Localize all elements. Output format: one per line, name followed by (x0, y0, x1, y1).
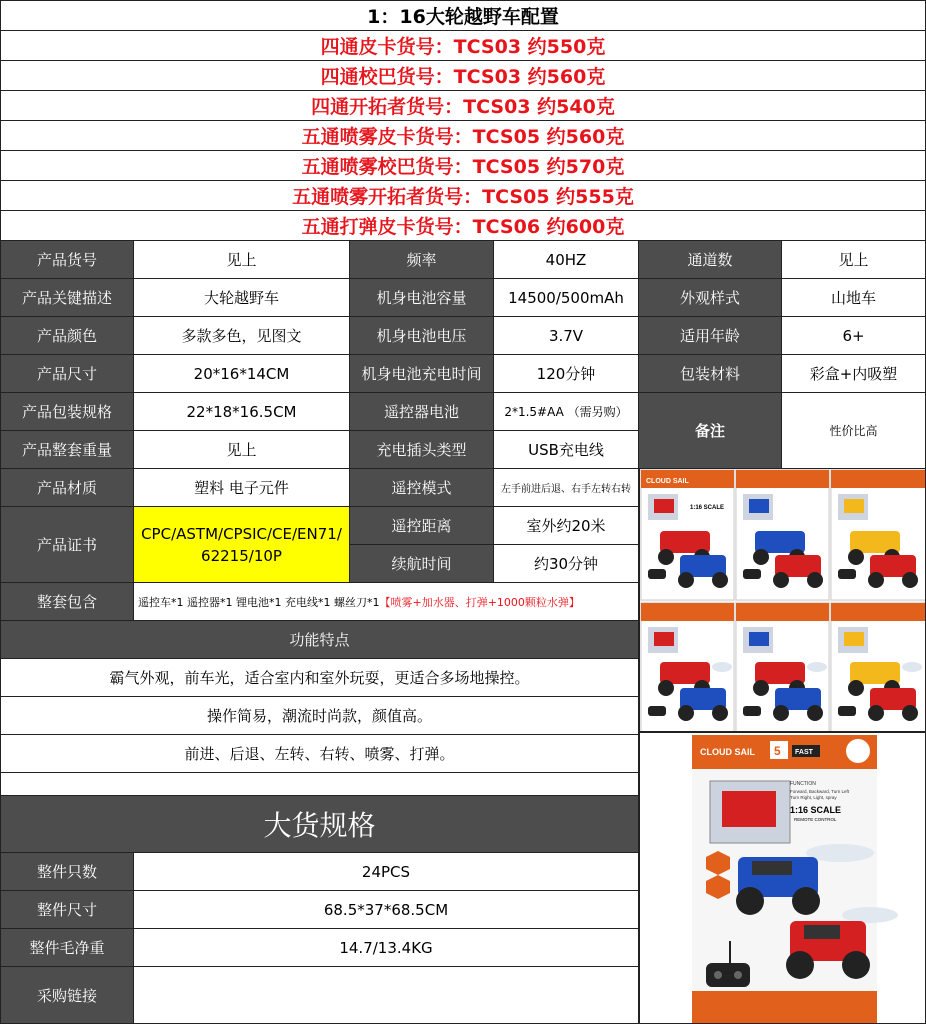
spec-value: 2*1.5#AA （需另购） (493, 392, 639, 431)
spec-value: 多款多色，见图文 (133, 316, 350, 355)
thumb-explorer-5ch (831, 603, 926, 732)
spec-value: 6+ (781, 316, 926, 355)
product-box-art (640, 733, 926, 1024)
bulk-title: 大货规格 (0, 795, 639, 853)
spec-value: 塑料 电子元件 (133, 468, 350, 507)
spec-label: 机身电池容量 (349, 278, 494, 317)
spec-label: 包装材料 (638, 354, 782, 393)
spec-value: 见上 (133, 430, 350, 469)
page-title: 1：16大轮越野车配置 (0, 0, 926, 31)
spec-value: 14500/500mAh (493, 278, 639, 317)
spec-value: 室外约20米 (493, 506, 639, 545)
spec-value: 约30分钟 (493, 544, 639, 583)
spec-label: 产品货号 (0, 240, 134, 279)
variant-row: 四通校巴货号：TCS03 约560克 (0, 60, 926, 91)
bulk-value: 24PCS (133, 852, 639, 891)
spec-label: 适用年龄 (638, 316, 782, 355)
spec-value: 左手前进后退、右手左转右转 (493, 468, 639, 507)
spec-label: 遥控模式 (349, 468, 494, 507)
spec-value: 20*16*14CM (133, 354, 350, 393)
spec-label: 遥控距离 (349, 506, 494, 545)
channel-number: 5 (774, 744, 781, 758)
function-text-2: Turn Right, Light, spray (790, 795, 837, 800)
thumb-bus-4ch (736, 470, 829, 600)
remote-label: REMOTE CONTROL (794, 817, 837, 822)
product-thumbnails (640, 469, 926, 732)
variant-row: 五通喷雾皮卡货号：TCS05 约560克 (0, 120, 926, 151)
blank-row (0, 772, 639, 796)
bulk-label: 整件毛净重 (0, 928, 134, 967)
spec-label: 产品颜色 (0, 316, 134, 355)
spec-label: 机身电池电压 (349, 316, 494, 355)
package-value (133, 582, 639, 621)
thumb-bus-5ch (736, 603, 829, 732)
feature-line: 霸气外观，前车光，适合室内和室外玩耍，更适合多场地操控。 (0, 658, 639, 697)
feature-line: 操作简易，潮流时尚款，颜值高。 (0, 696, 639, 735)
box-brand-large: CLOUD SAIL (700, 747, 755, 757)
spec-label: 充电插头类型 (349, 430, 494, 469)
variant-row: 五通喷雾校巴货号：TCS05 约570克 (0, 150, 926, 181)
features-title: 功能特点 (0, 620, 639, 659)
spec-label: 产品材质 (0, 468, 134, 507)
spec-value: 山地车 (781, 278, 926, 317)
box-brand: CLOUD SAIL (646, 478, 689, 485)
bulk-value: 68.5*37*68.5CM (133, 890, 639, 929)
thumb-explorer-4ch (831, 470, 926, 600)
remark-label: 备注 (638, 392, 782, 469)
scale-label-large: 1:16 SCALE (790, 805, 842, 815)
spec-label: 续航时间 (349, 544, 494, 583)
spec-label: 外观样式 (638, 278, 782, 317)
cert-value: CPC/ASTM/CPSIC/CE/EN71/62215/10P (133, 506, 350, 583)
spec-value: 120分钟 (493, 354, 639, 393)
spec-value: USB充电线 (493, 430, 639, 469)
product-photo-large (639, 732, 926, 1024)
package-items: 遥控车*1 遥控器*1 锂电池*1 充电线*1 螺丝刀*1 (138, 595, 380, 609)
remark-value: 性价比高 (781, 392, 926, 469)
spec-label: 产品尺寸 (0, 354, 134, 393)
purchase-link[interactable] (133, 966, 639, 1024)
variant-row: 四通开拓者货号：TCS03 约540克 (0, 90, 926, 121)
thumb-pickup-4ch (641, 470, 734, 600)
cert-label: 产品证书 (0, 506, 134, 583)
spec-label: 产品整套重量 (0, 430, 134, 469)
function-label: FUNCTION (790, 781, 816, 787)
bulk-label: 采购链接 (0, 966, 134, 1024)
bulk-value: 14.7/13.4KG (133, 928, 639, 967)
spec-label: 通道数 (638, 240, 782, 279)
spec-label: 产品包装规格 (0, 392, 134, 431)
spec-value: 3.7V (493, 316, 639, 355)
spec-label: 机身电池充电时间 (349, 354, 494, 393)
spec-value: 22*18*16.5CM (133, 392, 350, 431)
spec-label: 频率 (349, 240, 494, 279)
package-extra: 【喷雾+加水器、打弹+1000颗粒水弹】 (379, 595, 580, 609)
variant-row: 五通打弹皮卡货号：TCS06 约600克 (0, 210, 926, 241)
bulk-label: 整件只数 (0, 852, 134, 891)
spec-value: 彩盒+内吸塑 (781, 354, 926, 393)
spec-value: 见上 (781, 240, 926, 279)
spec-value: 见上 (133, 240, 350, 279)
package-label: 整套包含 (0, 582, 134, 621)
spec-value: 大轮越野车 (133, 278, 350, 317)
variant-row: 四通皮卡货号：TCS03 约550克 (0, 30, 926, 61)
bulk-label: 整件尺寸 (0, 890, 134, 929)
function-text: Forward, Backward, Turn Left (790, 789, 850, 794)
spec-label: 产品关键描述 (0, 278, 134, 317)
spec-label: 遥控器电池 (349, 392, 494, 431)
thumb-pickup-5ch (641, 603, 734, 732)
feature-line: 前进、后退、左转、右转、喷雾、打弹。 (0, 734, 639, 773)
spec-value: 40HZ (493, 240, 639, 279)
variant-row: 五通喷雾开拓者货号：TCS05 约555克 (0, 180, 926, 211)
fast-badge: FAST (795, 749, 813, 756)
scale-label: 1:16 SCALE (690, 505, 725, 511)
product-photo-grid (639, 468, 926, 732)
